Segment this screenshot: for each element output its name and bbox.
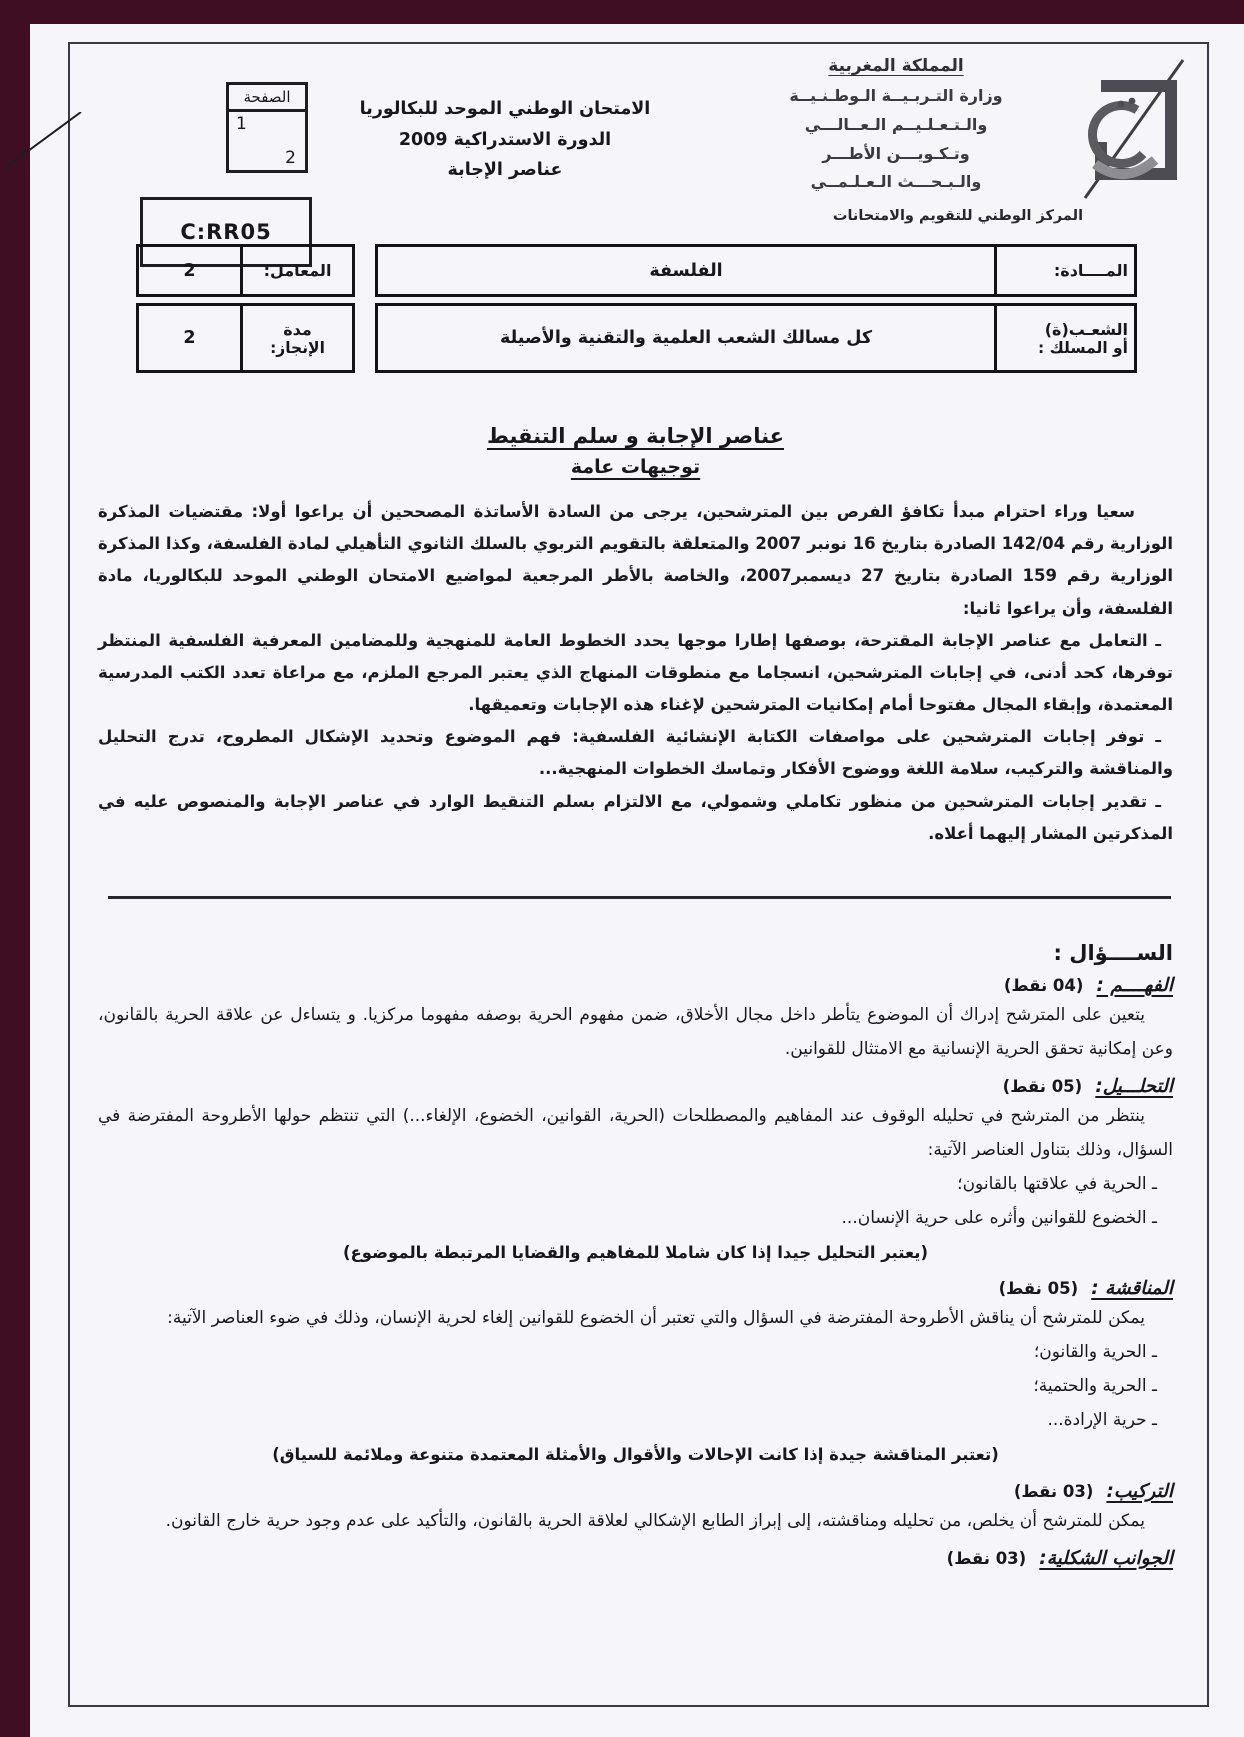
discussion-points: (05 نقط) <box>998 1279 1079 1299</box>
doc-code: C:RR05 <box>180 220 272 244</box>
exam-title-line: الدورة الاستدراكية 2009 <box>398 129 612 150</box>
document-body <box>70 424 1207 1569</box>
ministry-line: وتـكـويـــن الأطـــر <box>822 143 970 163</box>
guideline-bullet: ـ التعامل مع عناصر الإجابة المقترحة، بوصفها إطارا موجها يحدد الخطوط العامة للمنهجية وللمضامين المعرفية الفلسفية المنتظر توفرها، كحد أدنى، في إجابات المترشحين، انسجاما مع منطوقات المنهاج الذي يعتبر المرجع الملزم، مع مراعاة تعدد الكتب المدرسية المعتمدة، وإبقاء المجال مفتوحا أمام إمكانيات المترشحين لإغناء هذه الإجابات وتعميقها. <box>98 630 1173 715</box>
synthesis-body: يمكن للمترشح أن يخلص، من تحليله ومناقشته، إلى إبراز الطابع الإشكالي لعلاقة الحرية بالقانون، والتأكيد على عدم وجود حرية خارج القانون. <box>165 1510 1145 1531</box>
exam-title <box>305 94 705 186</box>
scanned-page <box>30 24 1244 1737</box>
coefficient-value: 2 <box>183 260 196 281</box>
ministry-line: والـبـحـــث الـعـلـمــي <box>810 172 982 192</box>
track-row <box>375 303 1137 373</box>
discussion-note: (تعتبر المناقشة جيدة إذا كانت الإحالات والأقوال والأمثلة المعتمدة متنوعة وملائمة للسياق) <box>272 1445 999 1465</box>
subject-label <box>994 247 1134 294</box>
subject-row <box>375 244 1137 297</box>
page-border-frame <box>68 42 1209 1707</box>
discussion-bullet: ـ حرية الإرادة... <box>1047 1410 1157 1431</box>
coefficient-row <box>136 244 355 297</box>
analysis-body: ينتظر من المترشح في تحليله الوقوف عند المفاهيم والمصطلحات (الحرية، القوانين، الخضوع، الإلغاء...) التي تنتظم حولها الأطروحة المفترضة في السؤال، وذلك بتناول العناصر الآتية: <box>98 1105 1173 1160</box>
page-fraction <box>229 112 305 170</box>
formal-aspects-heading-row <box>98 1548 1173 1569</box>
duration-label-line1: مدة <box>283 319 312 339</box>
duration-label-line2: الإنجاز: <box>270 338 325 357</box>
subject-label-text: المــــادة: <box>1053 261 1128 280</box>
guideline-bullet: ـ تقدير إجابات المترشحين من منظور تكاملي وشمولي، مع الالتزام بسلم التنقيط الوارد في عناصر الإجابة والمنصوص عليه في المذكرتين المشار إليهما أعلاه. <box>98 791 1173 843</box>
discussion-bullet: ـ الحرية والحتمية؛ <box>1033 1376 1157 1397</box>
ministry-header <box>693 54 1193 224</box>
analysis-points: (05 نقط) <box>1002 1076 1083 1096</box>
comprehension-heading-row <box>98 975 1173 996</box>
discussion-body: يمكن للمترشح أن يناقش الأطروحة المفترضة في السؤال والتي تعتبر أن الخضوع للقوانين إلغاء لحرية الإنسان، وذلك في ضوء العناصر الآتية: <box>167 1308 1145 1329</box>
kingdom-title: المملكة المغربية <box>828 56 964 76</box>
exam-title-line: الامتحان الوطني الموحد للبكالوريا <box>359 99 651 119</box>
ministry-logo-icon <box>1061 54 1193 206</box>
formal-aspects-heading: الجوانب الشكلية: <box>1039 1547 1173 1569</box>
ministry-line: والـتـعـلـيــم الـعــالـــي <box>804 114 988 134</box>
discussion-heading-row <box>98 1278 1173 1299</box>
answer-key-title: عناصر الإجابة و سلم التنقيط <box>486 424 785 448</box>
coefficient-label <box>240 247 352 294</box>
duration-value: 2 <box>183 328 196 348</box>
page-total: 2 <box>285 148 296 168</box>
comprehension-body: يتعين على المترشح إدراك أن الموضوع يتأطر داخل مجال الأخلاق، ضمن مفهوم الحرية بوصفه مفهوما مركزيا. و يتساءل عن علاقة الحرية بالقانون، وعن إمكانية تحقق الحرية الإنسانية مع الامتثال للقوانين. <box>98 1004 1173 1059</box>
track-label-line1: الشعـب(ة) <box>1044 319 1128 339</box>
national-center-name: المركز الوطني للتقويم والامتحانات <box>832 208 1084 224</box>
separator-line <box>108 896 1171 899</box>
synthesis-points: (03 نقط) <box>1013 1481 1094 1501</box>
comprehension-heading: الفهــــم : <box>1096 974 1173 996</box>
duration-row <box>136 303 355 373</box>
track-label <box>994 306 1134 370</box>
subject-value: الفلسفة <box>649 260 723 281</box>
question-heading: الســــؤال : <box>1053 940 1173 965</box>
page-label: الصفحة <box>229 85 305 112</box>
analysis-note: (يعتبر التحليل جيدا إذا كان شاملا للمفاهيم والقضايا المرتبطة بالموضوع) <box>342 1242 929 1262</box>
ministry-top-row <box>693 54 1193 206</box>
analysis-heading: التحلـــيل: <box>1095 1075 1173 1097</box>
intro-paragraph: سعيا وراء احترام مبدأ تكافؤ الفرص بين المترشحين، يرجى من السادة الأساتذة المصححين أن يراعوا أولا: مقتضيات المذكرة الوزارية رقم 142/04 الصادرة بتاريخ 16 نونبر 2007 والمتعلقة بالتقويم التربوي بالسلك الثانوي التأهيلي لمادة الفلسفة، وكذا المذكرة الوزارية رقم 159 الصادرة بتاريخ 27 ديسمبر2007، والخاصة بالأطر المرجعية لمواضيع الامتحان الوطني الموحد للبكالوريا، مادة الفلسفة، وأن يراعوا ثانيا: <box>98 502 1173 618</box>
analysis-bullet: ـ الخضوع للقوانين وأثره على حرية الإنسان... <box>841 1207 1157 1228</box>
ministry-line: وزارة التـربـيــة الـوطـنـيــة <box>789 86 1003 105</box>
formal-aspects-points: (03 نقط) <box>946 1548 1027 1568</box>
synthesis-heading-row <box>98 1481 1173 1502</box>
coefficient-label-text: المعامل: <box>263 261 332 280</box>
discussion-heading: المناقشة : <box>1091 1278 1173 1300</box>
guideline-bullet: ـ توفر إجابات المترشحين على مواصفات الكتابة الإنشائية الفلسفية: فهم الموضوع وتحديد الإشكال المطروح، تدرج التحليل والمناقشة والتركيب، سلامة اللغة ووضوح الأفكار وتماسك الخطوات المنهجية... <box>98 727 1173 779</box>
document-header <box>70 44 1207 400</box>
track-label-line2: أو المسلك : <box>1038 338 1128 357</box>
duration-label <box>240 306 352 370</box>
track-value: كل مسالك الشعب العلمية والتقنية والأصيلة <box>500 328 873 348</box>
page-current: 1 <box>236 114 247 134</box>
exam-title-line: عناصر الإجابة <box>447 160 563 181</box>
analysis-bullet: ـ الحرية في علاقتها بالقانون؛ <box>957 1173 1157 1194</box>
synthesis-heading: التركيب: <box>1106 1480 1173 1502</box>
ministry-text-column <box>731 54 1061 197</box>
comprehension-points: (04 نقط) <box>1003 975 1084 995</box>
analysis-heading-row <box>98 1076 1173 1097</box>
general-guidelines-title: توجيهات عامة <box>570 456 701 478</box>
page-number-box <box>226 82 308 173</box>
discussion-bullet: ـ الحرية والقانون؛ <box>1033 1342 1157 1363</box>
